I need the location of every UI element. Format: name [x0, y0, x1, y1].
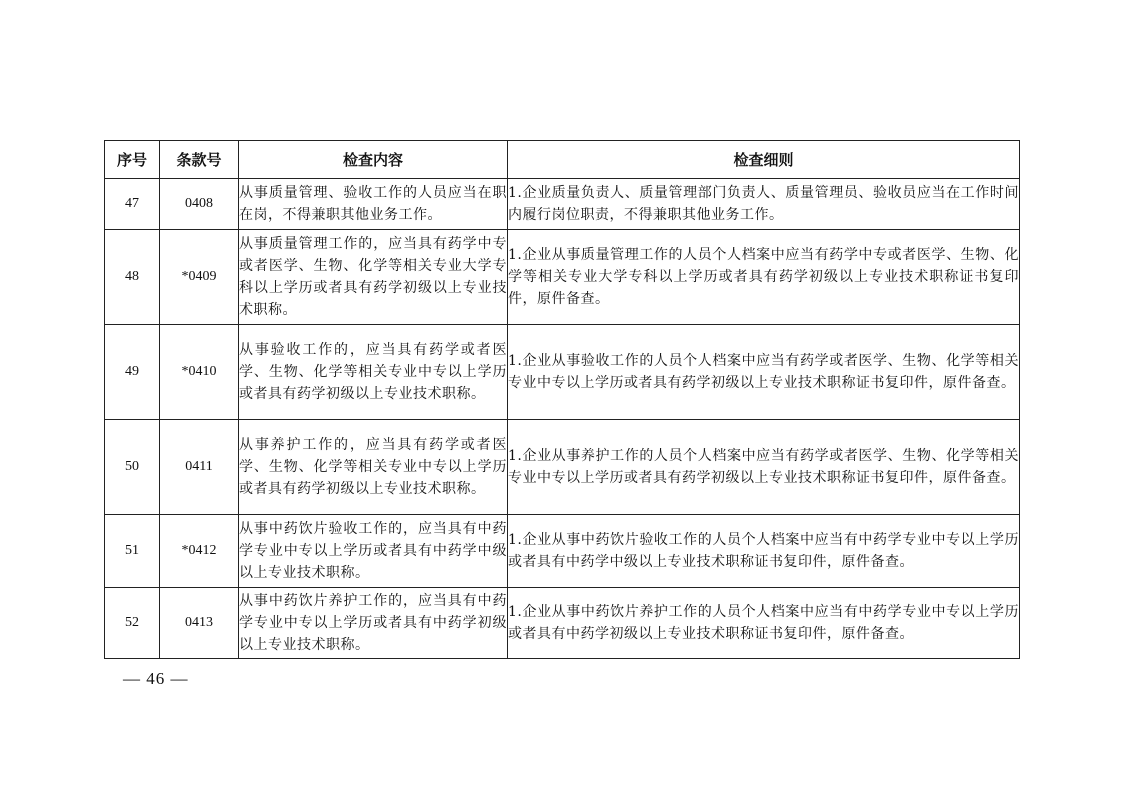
row-content: 从事质量管理、验收工作的人员应当在职在岗，不得兼职其他业务工作。 [239, 179, 508, 230]
row-detail: 1.企业从事养护工作的人员个人档案中应当有药学或者医学、生物、化学等相关专业中专以上学历或者具有药学初级以上专业技术职称证书复印件，原件备查。 [508, 420, 1020, 515]
table-header-row [105, 141, 1020, 179]
row-content: 从事验收工作的，应当具有药学或者医学、生物、化学等相关专业中专以上学历或者具有药学初级以上专业技术职称。 [239, 325, 508, 420]
row-num: 47 [105, 179, 160, 230]
header-content: 检查内容 [239, 141, 508, 179]
table-row [105, 325, 1020, 420]
table-row [105, 230, 1020, 325]
header-clause: 条款号 [160, 141, 239, 179]
table-row [105, 515, 1020, 588]
row-content: 从事养护工作的，应当具有药学或者医学、生物、化学等相关专业中专以上学历或者具有药学初级以上专业技术职称。 [239, 420, 508, 515]
row-detail: 1.企业从事验收工作的人员个人档案中应当有药学或者医学、生物、化学等相关专业中专以上学历或者具有药学初级以上专业技术职称证书复印件，原件备查。 [508, 325, 1020, 420]
row-num: 52 [105, 588, 160, 659]
row-num: 49 [105, 325, 160, 420]
row-detail: 1.企业从事中药饮片养护工作的人员个人档案中应当有中药学专业中专以上学历或者具有中药学初级以上专业技术职称证书复印件，原件备查。 [508, 588, 1020, 659]
row-content: 从事中药饮片验收工作的，应当具有中药学专业中专以上学历或者具有中药学中级以上专业技术职称。 [239, 515, 508, 588]
header-detail: 检查细则 [508, 141, 1020, 179]
row-content: 从事质量管理工作的，应当具有药学中专或者医学、生物、化学等相关专业大学专科以上学历或者具有药学初级以上专业技术职称。 [239, 230, 508, 325]
row-clause: *0412 [160, 515, 239, 588]
row-clause: 0413 [160, 588, 239, 659]
row-clause: 0411 [160, 420, 239, 515]
row-num: 51 [105, 515, 160, 588]
row-content: 从事中药饮片养护工作的，应当具有中药学专业中专以上学历或者具有中药学初级以上专业技术职称。 [239, 588, 508, 659]
table-row [105, 420, 1020, 515]
row-detail: 1.企业质量负责人、质量管理部门负责人、质量管理员、验收员应当在工作时间内履行岗位职责，不得兼职其他业务工作。 [508, 179, 1020, 230]
table-row [105, 588, 1020, 659]
page-number: — 46 — [123, 669, 189, 688]
row-num: 48 [105, 230, 160, 325]
row-clause: *0409 [160, 230, 239, 325]
inspection-table [104, 140, 1020, 659]
table-row [105, 179, 1020, 230]
header-num: 序号 [105, 141, 160, 179]
row-detail: 1.企业从事质量管理工作的人员个人档案中应当有药学中专或者医学、生物、化学等相关专业大学专科以上学历或者具有药学初级以上专业技术职称证书复印件，原件备查。 [508, 230, 1020, 325]
row-num: 50 [105, 420, 160, 515]
row-detail: 1.企业从事中药饮片验收工作的人员个人档案中应当有中药学专业中专以上学历或者具有中药学中级以上专业技术职称证书复印件，原件备查。 [508, 515, 1020, 588]
row-clause: 0408 [160, 179, 239, 230]
row-clause: *0410 [160, 325, 239, 420]
